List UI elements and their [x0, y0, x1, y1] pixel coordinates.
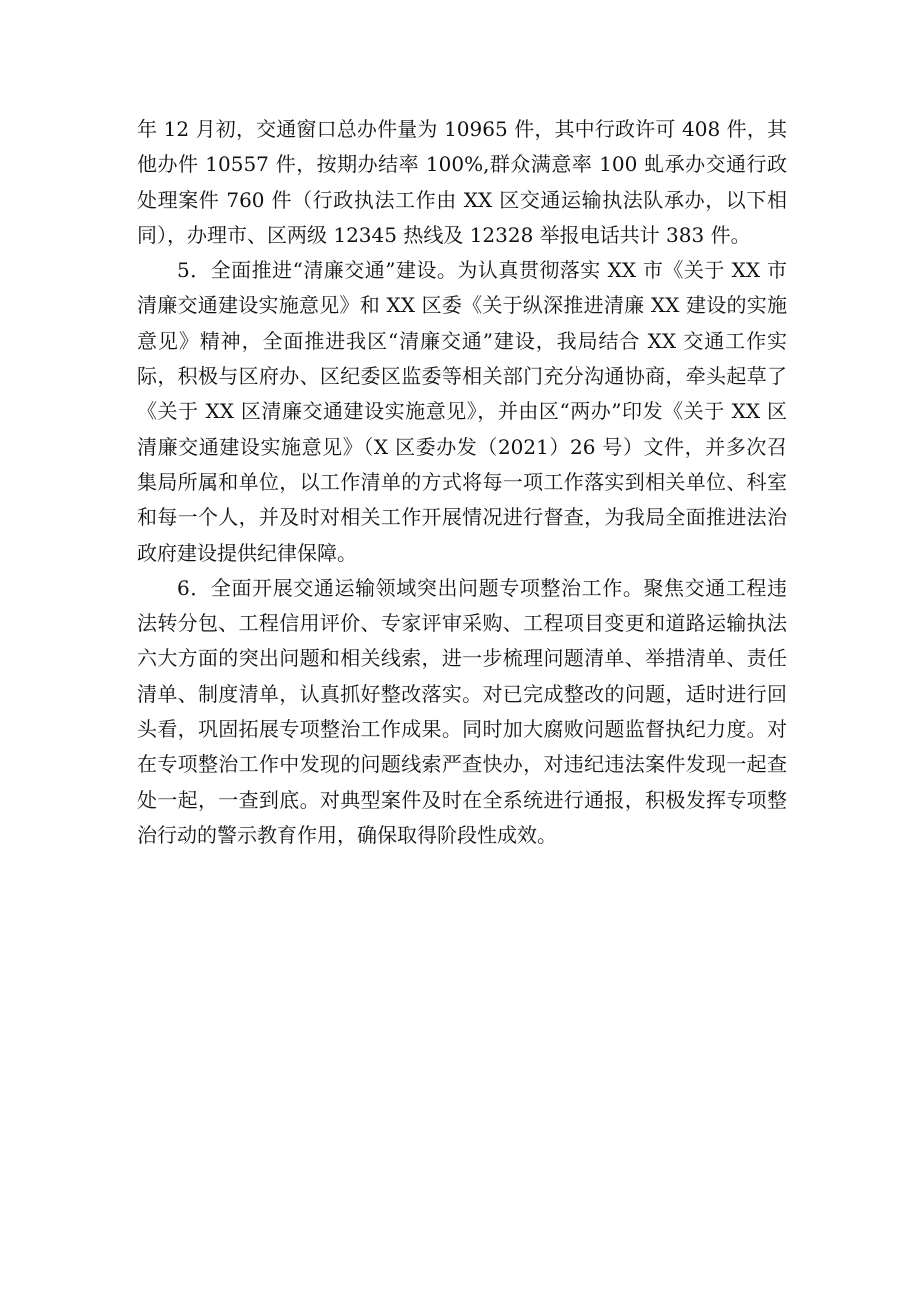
paragraph-special-rectification: 6．全面开展交通运输领域突出问题专项整治工作。聚焦交通工程违法转分包、工程信用评价、专家评审采购、工程项目变更和道路运输执法六大方面的突出问题和相关线索，进一步梳理问题清单、举措清单、责任清单、制度清单，认真抓好整改落实。对已完成整改的问题，适时进行回头看，巩固拓展专项整治工作成果。同时加大腐败问题监督执纪力度。对在专项整治工作中发现的问题线索严查快办，对违纪违法案件发现一起查处一起，一查到底。对典型案件及时在全系统进行通报，积极发挥专项整治行动的警示教育作用，确保取得阶段性成效。	[137, 575, 787, 847]
paragraph-clean-transport: 5．全面推进“清廉交通”建设。为认真贯彻落实 XX 市《关于 XX 市清廉交通建设实施意见》和 XX 区委《关于纵深推进清廉 XX 建设的实施意见》精神，全面推进我区“清廉交通”建设，我局结合 XX 交通工作实际，积极与区府办、区纪委区监委等相关部门充分沟通协商，牵头起草了《关于 XX 区清廉交通建设实施意见》，并由区“两办”印发《关于 XX 区清廉交通建设实施意见》（X 区委办发（2021）26 号）文件，并多次召集局所属和单位，以工作清单的方式将每一项工作落实到相关单位、科室和每一个人，并及时对相关工作开展情况进行督查，为我局全面推进法治政府建设提供纪律保障。	[137, 258, 787, 565]
document-page	[137, 112, 787, 853]
paragraph-statistics: 年 12 月初，交通窗口总办件量为 10965 件，其中行政许可 408 件，其他办件 10557 件，按期办结率 100%,群众满意率 100 虬承办交通行政处理案件 760 件（行政执法工作由 XX 区交通运输执法队承办，以下相同），办理市、区两级 12345 热线及 12328 举报电话共计 383 件。	[137, 117, 787, 247]
